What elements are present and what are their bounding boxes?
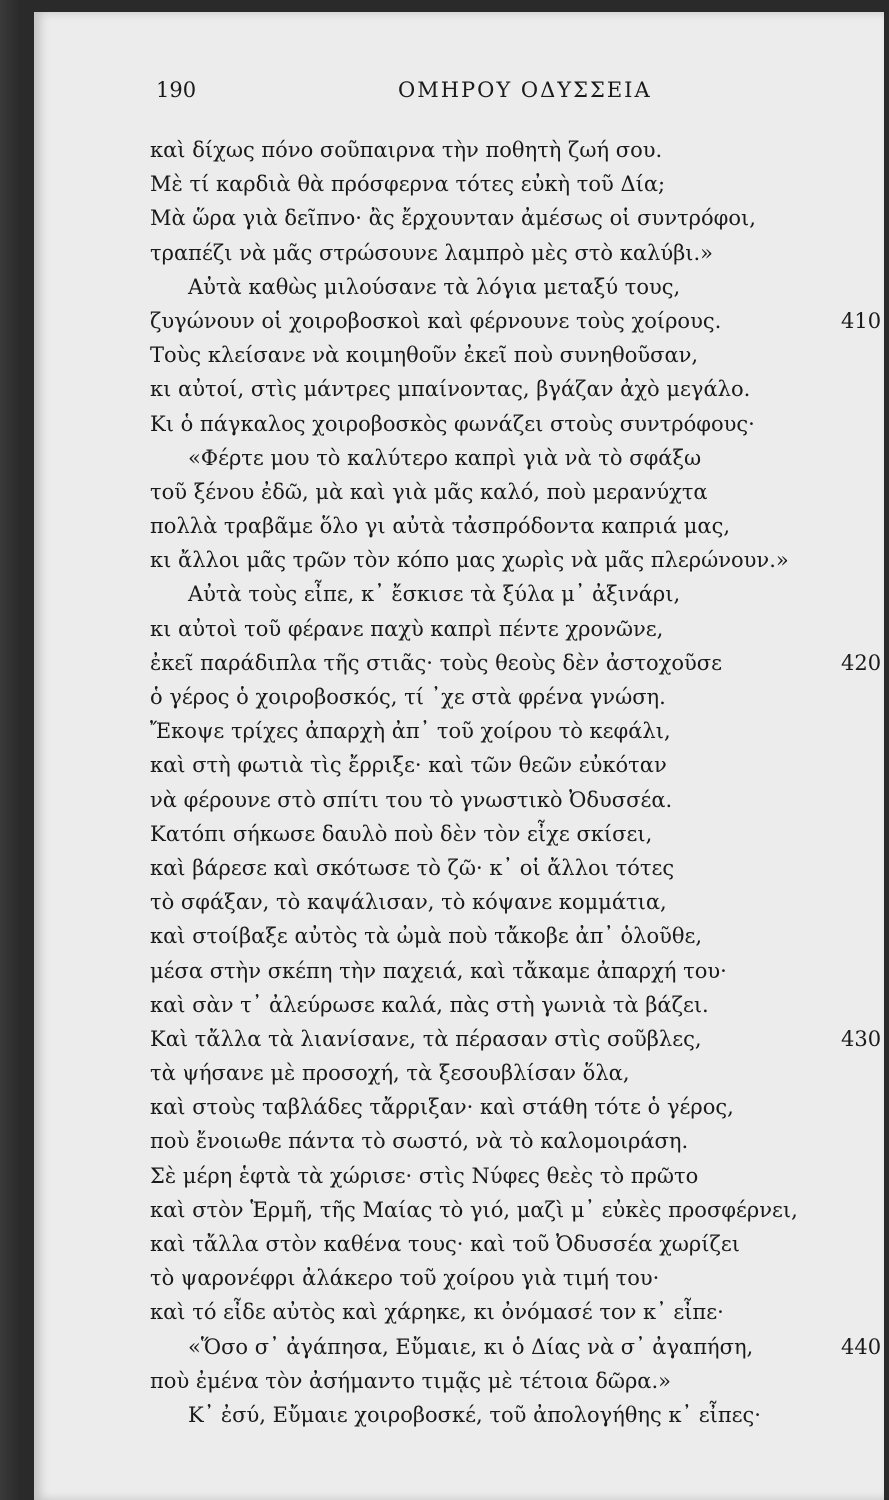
verse-text: πολλὰ τραβᾶμε ὅλο γι αὐτὰ τἀσπρόδοντα καπριά μας, [150, 514, 731, 539]
verse-text: «Ὅσο σ᾿ ἀγάπησα, Εὔμαιε, κι ὁ Δίας νὰ σ᾿ ἀγαπήση, [188, 1334, 754, 1359]
verse-line [150, 133, 880, 167]
verse-text: μέσα στὴν σκέπη τὴν παχειά, καὶ τἄκαμε ἀπαρχή του· [150, 958, 727, 983]
verse-line [150, 1090, 880, 1124]
verse-text: ὁ γέρος ὁ χοιροβοσκός, τί ᾿χε στὰ φρένα γνώση. [150, 685, 666, 709]
verse-text: καὶ στὴ φωτιὰ τὶς ἔρριξε· καὶ τῶν θεῶν εὐκόταν [150, 753, 667, 778]
verse-text: τραπέζι νὰ μᾶς στρώσουνε λαμπρὸ μὲς στὸ καλύβι.» [150, 240, 714, 265]
verse-text: καὶ βάρεσε καὶ σκότωσε τὸ ζῶ· κ᾿ οἱ ἄλλοι τότες [150, 855, 675, 880]
verse-text: ζυγώνουν οἱ χοιροβοσκοὶ καὶ φέρνουνε τοὺς χοίρους. [150, 308, 722, 333]
verse-text: ποὺ ἐμένα τὸν ἀσήμαντο τιμᾷς μὲ τέτοια δῶρα.» [150, 1368, 672, 1393]
verse-line [150, 509, 880, 543]
verse-line [150, 1295, 880, 1329]
verse-line [150, 1124, 880, 1158]
verse-line [150, 1193, 880, 1227]
verse-text: Κ᾿ ἐσύ, Εὔμαιε χοιροβοσκέ, τοῦ ἀπολογήθης κ᾿ εἶπες· [188, 1402, 761, 1427]
verse-line [150, 954, 880, 988]
verse-line [150, 1159, 880, 1193]
line-number: 420 [841, 650, 882, 675]
verse-line [150, 885, 880, 919]
page-header [156, 70, 756, 106]
verse-text: τὸ σφάξαν, τὸ καψάλισαν, τὸ κόψανε κομμάτια, [150, 890, 667, 915]
verse-text: κι ἄλλοι μᾶς τρῶν τὸν κόπο μας χωρὶς νὰ μᾶς πλερώνουν.» [150, 548, 789, 573]
verse-text: Αὐτὰ τοὺς εἶπε, κ᾿ ἔσκισε τὰ ξύλα μ᾿ ἀξινάρι, [188, 582, 681, 607]
verse-text: ποὺ ἔνοιωθε πάντα τὸ σωστό, νὰ τὸ καλομοιράση. [150, 1129, 689, 1154]
verse-text: Κι ὁ πάγκαλος χοιροβοσκὸς φωνάζει στοὺς συντρόφους· [150, 411, 755, 436]
verse-text: Αὐτὰ καθὼς μιλούσανε τὰ λόγια μεταξύ τους, [188, 274, 681, 299]
page-number: 190 [156, 78, 197, 102]
verse-line [150, 577, 880, 611]
verse-text: τὸ ψαρονέφρι ἀλάκερο τοῦ χοίρου γιὰ τιμή του· [150, 1266, 660, 1291]
verse-text: Τοὺς κλείσανε νὰ κοιμηθοῦν ἐκεῖ ποὺ συνηθοῦσαν, [150, 343, 699, 368]
verse-line [150, 1398, 880, 1432]
verse-text: κι αὐτοὶ τοῦ φέρανε παχὺ καπρὶ πέντε χρονῶνε, [150, 616, 664, 641]
verse-text: καὶ στοίβαξε αὐτὸς τὰ ὠμὰ ποὺ τἄκοβε ἀπ᾿ ὁλοῦθε, [150, 924, 703, 949]
verse-text: καὶ δίχως πόνο σοῦπαιρνα τὴν ποθητὴ ζωή σου. [150, 138, 663, 162]
verse-text: καὶ στοὺς ταβλάδες τἄρριξαν· καὶ στάθη τότε ὁ γέρος, [150, 1095, 734, 1120]
verse-line [150, 270, 880, 304]
verse-text: καὶ στὸν Ἑρμῆ, τῆς Μαίας τὸ γιό, μαζὶ μ᾿ εὐκὲς προσφέρνει, [150, 1197, 798, 1222]
verse-line [150, 988, 880, 1022]
verse-text: Καὶ τἄλλα τὰ λιανίσανε, τὰ πέρασαν στὶς σοῦβλες, [150, 1026, 702, 1051]
verse-text: ἐκεῖ παράδιπλα τῆς στιᾶς· τοὺς θεοὺς δὲν ἀστοχοῦσε [150, 650, 722, 675]
verse-text: Κατόπι σήκωσε δαυλὸ ποὺ δὲν τὸν εἶχε σκίσει, [150, 821, 653, 846]
verse-line [150, 1261, 880, 1295]
verse-line [150, 1022, 880, 1056]
verse-text: Ἔκοψε τρίχες ἀπαρχὴ ἀπ᾿ τοῦ χοίρου τὸ κεφάλι, [150, 719, 671, 744]
verse-line [150, 1056, 880, 1090]
verse-line [150, 783, 880, 817]
verse-line [150, 304, 880, 338]
verse-text: Σὲ μέρη ἑφτὰ τὰ χώρισε· στὶς Νύφες θεὲς τὸ πρῶτο [150, 1163, 699, 1188]
verse-line [150, 543, 880, 577]
verse-line [150, 851, 880, 885]
verse-line [150, 680, 880, 714]
line-number: 440 [841, 1334, 882, 1359]
verse-line [150, 475, 880, 509]
verse-line [150, 1227, 880, 1261]
verse-line [150, 236, 880, 270]
poem-text [150, 133, 880, 1432]
verse-text: Μὰ ὥρα γιὰ δεῖπνο· ἂς ἔρχουνταν ἀμέσως οἱ συντρόφοι, [150, 206, 756, 231]
line-number: 430 [841, 1026, 882, 1051]
verse-line [150, 167, 880, 201]
running-title: ΟΜΗΡΟΥ ΟΔΥΣΣΕΙΑ [398, 78, 652, 102]
verse-line [150, 714, 880, 748]
verse-line [150, 201, 880, 235]
verse-line [150, 372, 880, 406]
verse-text: καὶ τἄλλα στὸν καθένα τους· καὶ τοῦ Ὀδυσσέα χωρίζει [150, 1232, 740, 1256]
verse-text: καὶ τό εἶδε αὐτὸς καὶ χάρηκε, κι ὀνόμασέ τον κ᾿ εἶπε· [150, 1300, 724, 1325]
verse-text: τὰ ψήσανε μὲ προσοχή, τὰ ξεσουβλίσαν ὅλα, [150, 1061, 630, 1086]
verse-text: «Φέρτε μου τὸ καλύτερο καπρὶ γιὰ νὰ τὸ σφάξω [188, 445, 702, 470]
verse-line [150, 817, 880, 851]
line-number: 410 [841, 308, 882, 333]
verse-text: Μὲ τί καρδιὰ θὰ πρόσφερνα τότες εὐκὴ τοῦ Δία; [150, 172, 666, 197]
verse-text: νὰ φέρουνε στὸ σπίτι του τὸ γνωστικὸ Ὀδυσσέα. [150, 787, 673, 812]
verse-line [150, 646, 880, 680]
verse-line [150, 612, 880, 646]
verse-text: καὶ σὰν τ᾿ ἀλεύρωσε καλά, πὰς στὴ γωνιὰ τὰ βάζει. [150, 992, 709, 1017]
verse-text: τοῦ ξένου ἐδῶ, μὰ καὶ γιὰ μᾶς καλό, ποὺ μερανύχτα [150, 479, 708, 504]
verse-line [150, 748, 880, 782]
verse-text: κι αὐτοί, στὶς μάντρες μπαίνοντας, βγάζαν ἀχὸ μεγάλο. [150, 377, 751, 402]
verse-line [150, 1364, 880, 1398]
verse-line [150, 441, 880, 475]
verse-line [150, 338, 880, 372]
verse-line [150, 1330, 880, 1364]
verse-line [150, 919, 880, 953]
verse-line [150, 407, 880, 441]
